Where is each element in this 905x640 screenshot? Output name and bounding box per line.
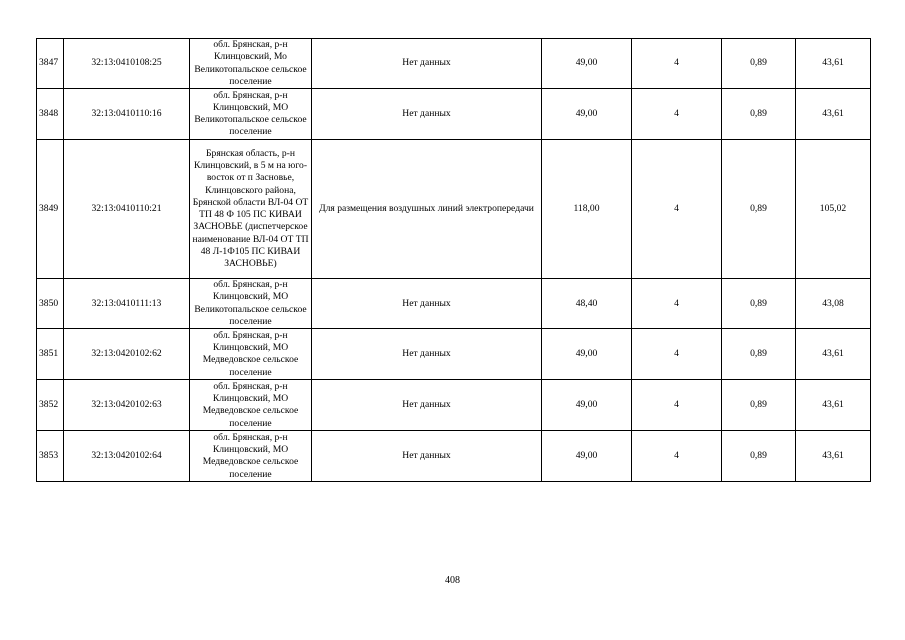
table-row bbox=[37, 140, 871, 279]
cadastral-number: 32:13:0410110:16 bbox=[64, 89, 190, 140]
row-number: 3848 bbox=[37, 89, 64, 140]
address: обл. Брянская, р-н Клинцовский, Мо Великотопальское сельское поселение bbox=[190, 39, 312, 89]
coefficient: 0,89 bbox=[722, 380, 796, 431]
page-number: 408 bbox=[445, 575, 460, 586]
coefficient: 0,89 bbox=[722, 140, 796, 279]
cadastral-number: 32:13:0410111:13 bbox=[64, 279, 190, 329]
cadastral-number: 32:13:0420102:62 bbox=[64, 329, 190, 380]
address: обл. Брянская, р-н Клинцовский, МО Медведовское сельское поселение bbox=[190, 380, 312, 431]
permitted-use: Нет данных bbox=[312, 279, 542, 329]
row-number: 3851 bbox=[37, 329, 64, 380]
cadastral-number: 32:13:0410108:25 bbox=[64, 39, 190, 89]
row-number: 3850 bbox=[37, 279, 64, 329]
total-value: 105,02 bbox=[796, 140, 871, 279]
table-row bbox=[37, 279, 871, 329]
row-number: 3849 bbox=[37, 140, 64, 279]
table-body bbox=[37, 39, 871, 482]
class: 4 bbox=[632, 380, 722, 431]
table-row bbox=[37, 380, 871, 431]
area: 118,00 bbox=[542, 140, 632, 279]
table-row bbox=[37, 431, 871, 482]
total-value: 43,61 bbox=[796, 39, 871, 89]
coefficient: 0,89 bbox=[722, 39, 796, 89]
coefficient: 0,89 bbox=[722, 329, 796, 380]
address: обл. Брянская, р-н Клинцовский, МО Медведовское сельское поселение bbox=[190, 431, 312, 482]
address: обл. Брянская, р-н Клинцовский, МО Великотопальское сельское поселение bbox=[190, 279, 312, 329]
class: 4 bbox=[632, 89, 722, 140]
permitted-use: Нет данных bbox=[312, 431, 542, 482]
class: 4 bbox=[632, 140, 722, 279]
total-value: 43,08 bbox=[796, 279, 871, 329]
coefficient: 0,89 bbox=[722, 431, 796, 482]
area: 49,00 bbox=[542, 39, 632, 89]
address: обл. Брянская, р-н Клинцовский, МО Великотопальское сельское поселение bbox=[190, 89, 312, 140]
area: 49,00 bbox=[542, 431, 632, 482]
table-row bbox=[37, 39, 871, 89]
table-row bbox=[37, 89, 871, 140]
area: 48,40 bbox=[542, 279, 632, 329]
class: 4 bbox=[632, 431, 722, 482]
class: 4 bbox=[632, 329, 722, 380]
class: 4 bbox=[632, 279, 722, 329]
row-number: 3852 bbox=[37, 380, 64, 431]
cadastral-number: 32:13:0420102:63 bbox=[64, 380, 190, 431]
coefficient: 0,89 bbox=[722, 279, 796, 329]
area: 49,00 bbox=[542, 89, 632, 140]
cadastral-number: 32:13:0410110:21 bbox=[64, 140, 190, 279]
land-plots-table bbox=[36, 38, 871, 482]
total-value: 43,61 bbox=[796, 431, 871, 482]
row-number: 3853 bbox=[37, 431, 64, 482]
area: 49,00 bbox=[542, 380, 632, 431]
area: 49,00 bbox=[542, 329, 632, 380]
table-row bbox=[37, 329, 871, 380]
coefficient: 0,89 bbox=[722, 89, 796, 140]
permitted-use: Нет данных bbox=[312, 329, 542, 380]
permitted-use: Нет данных bbox=[312, 39, 542, 89]
address: Брянская область, р-н Клинцовский, в 5 м на юго-восток от п Засновье, Клинцовского района, Брянской области ВЛ-04 ОТ ТП 48 Ф 105 ПС КИВАИ ЗАСНОВЬЕ (диспетчерское наименование ВЛ-04 ОТ ТП 48 Л-1Ф105 ПС КИВАИ ЗАСНОВЬЕ) bbox=[190, 140, 312, 279]
total-value: 43,61 bbox=[796, 329, 871, 380]
permitted-use: Нет данных bbox=[312, 380, 542, 431]
class: 4 bbox=[632, 39, 722, 89]
total-value: 43,61 bbox=[796, 89, 871, 140]
permitted-use: Нет данных bbox=[312, 89, 542, 140]
permitted-use: Для размещения воздушных линий электропередачи bbox=[312, 140, 542, 279]
address: обл. Брянская, р-н Клинцовский, МО Медведовское сельское поселение bbox=[190, 329, 312, 380]
cadastral-number: 32:13:0420102:64 bbox=[64, 431, 190, 482]
row-number: 3847 bbox=[37, 39, 64, 89]
total-value: 43,61 bbox=[796, 380, 871, 431]
